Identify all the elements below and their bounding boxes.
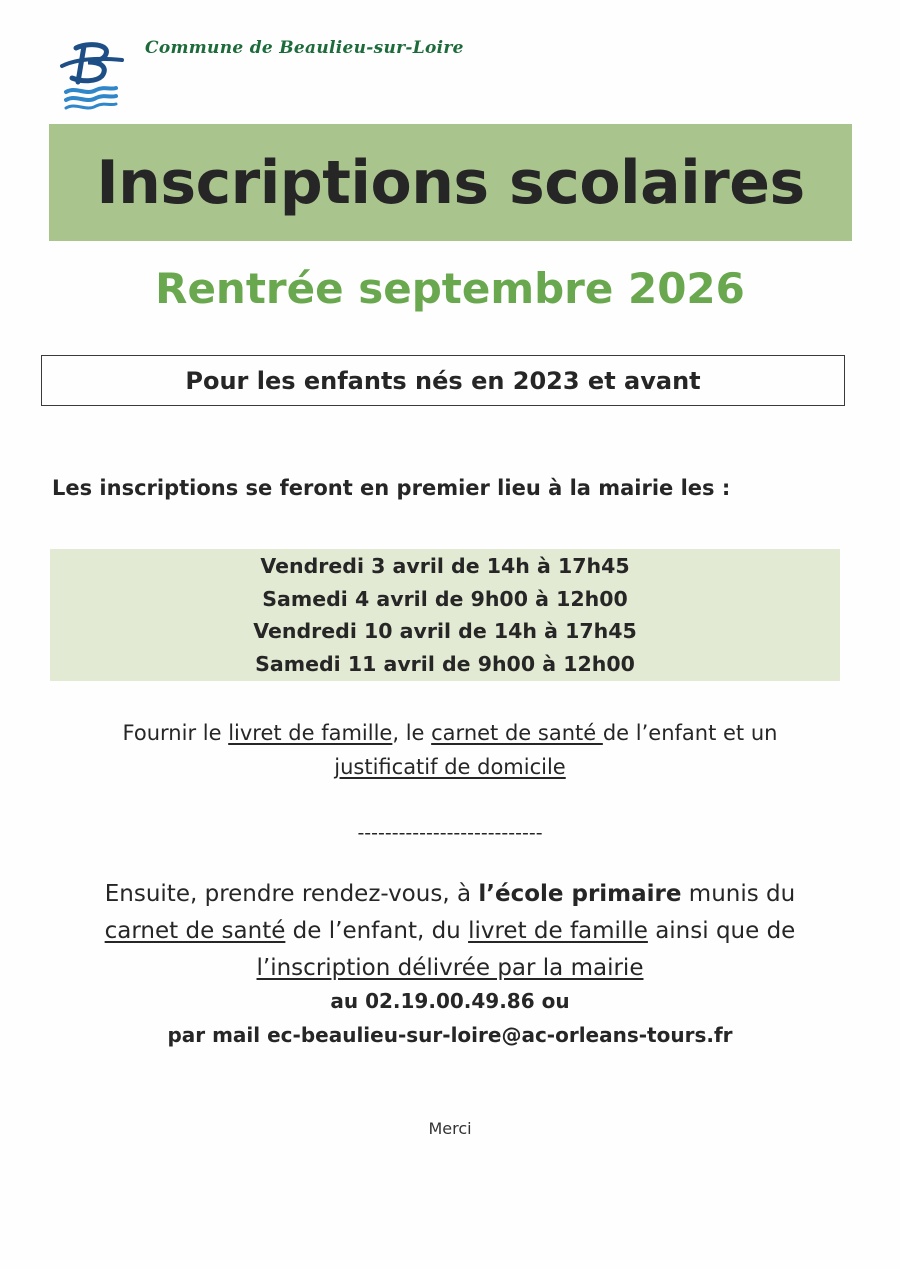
schedule-slot: Samedi 4 avril de 9h00 à 12h00 — [262, 586, 628, 611]
mail-line — [0, 1018, 900, 1052]
documents-sep: de l’enfant et un — [602, 721, 778, 745]
page-title: Inscriptions scolaires — [96, 147, 805, 218]
dashed-separator: --------------------------- — [357, 822, 543, 844]
mail-prefix: par mail — [167, 1023, 268, 1047]
justificatif-de-domicile: justificatif de domicile — [334, 755, 566, 779]
next-step-text: de l’enfant, du — [285, 918, 469, 944]
eligibility-box: Pour les enfants nés en 2023 et avant — [41, 355, 845, 406]
documents-prefix: Fournir le — [122, 721, 229, 745]
closing-text: Merci — [428, 1119, 472, 1138]
documents-sep: , le — [392, 721, 432, 745]
schedule-slot: Samedi 11 avril de 9h00 à 12h00 — [255, 651, 635, 676]
title-banner — [49, 124, 852, 241]
next-step-text: Ensuite, prendre rendez-vous, à — [104, 881, 479, 907]
commune-name: Commune de Beaulieu-sur-Loire — [145, 38, 464, 58]
next-step-paragraph — [0, 876, 900, 987]
inscription-mairie: l’inscription délivrée par la mairie — [256, 955, 644, 981]
phone-line: au 02.19.00.49.86 ou — [330, 989, 570, 1013]
schedule-box — [50, 549, 840, 681]
livret-de-famille: livret de famille — [228, 721, 393, 745]
contact-block — [0, 984, 900, 1052]
ecole-primaire: l’école primaire — [478, 881, 682, 907]
next-step-text: ainsi que de — [647, 918, 796, 944]
intro-text: Les inscriptions se feront en premier lieu à la mairie les : — [52, 476, 731, 500]
commune-logo-icon — [58, 40, 128, 112]
livret-de-famille: livret de famille — [468, 918, 648, 944]
subtitle: Rentrée septembre 2026 — [155, 264, 745, 313]
next-step-text: munis du — [681, 881, 796, 907]
carnet-de-sante: carnet de santé — [431, 721, 603, 745]
email-link[interactable]: ec-beaulieu-sur-loire@ac-orleans-tours.fr — [267, 1023, 733, 1047]
schedule-slot: Vendredi 3 avril de 14h à 17h45 — [260, 554, 630, 578]
documents-paragraph — [0, 716, 900, 784]
schedule-slot: Vendredi 10 avril de 14h à 17h45 — [253, 619, 637, 643]
carnet-de-sante: carnet de santé — [104, 918, 286, 944]
